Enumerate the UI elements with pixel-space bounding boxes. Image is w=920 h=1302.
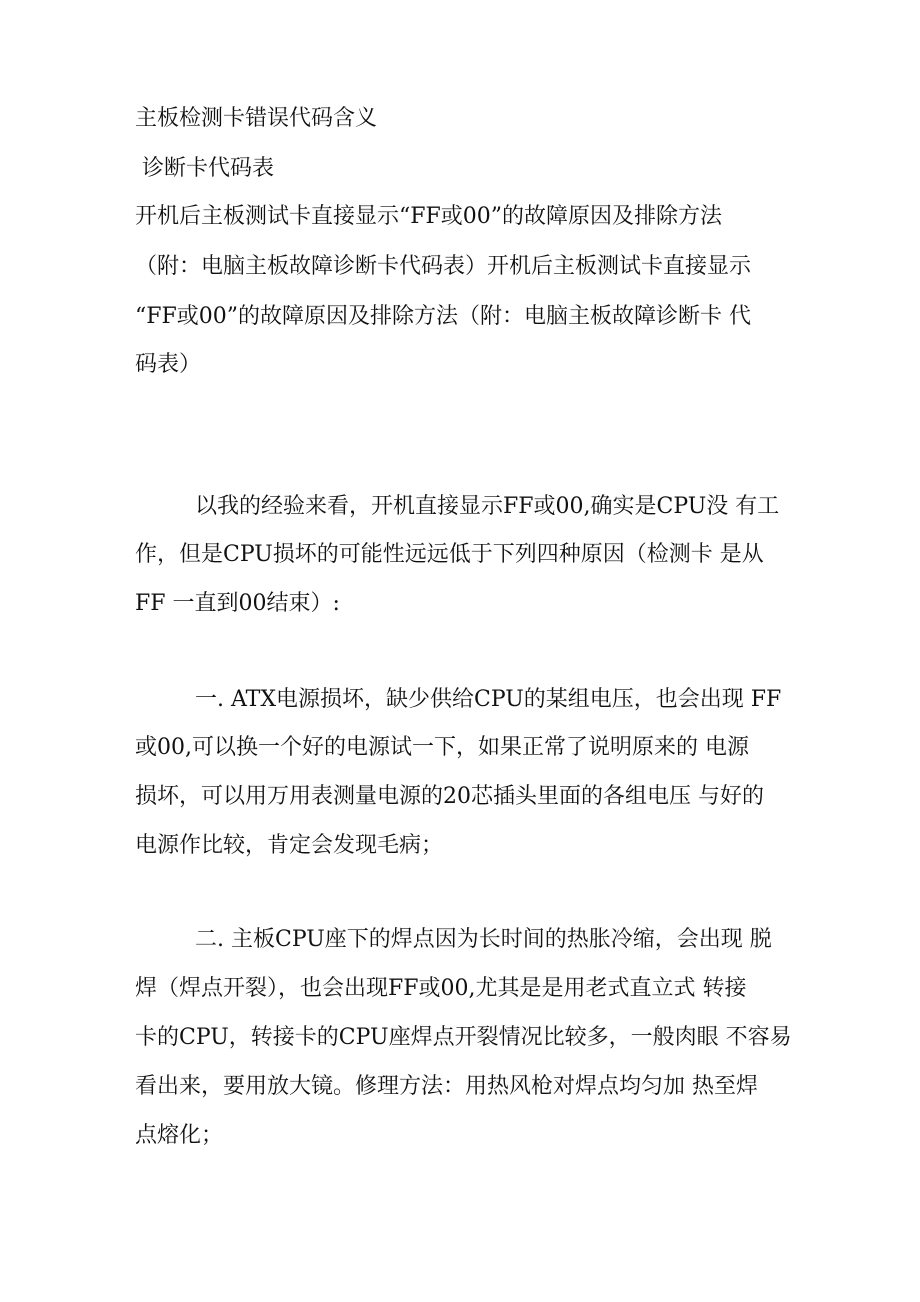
header-line: 开机后主板测试卡直接显示“FF或00”的故障原因及排除方法 [135,204,723,229]
paragraph-line: 一. ATX电源损坏，缺少供给CPU的某组电压，也会出现 FF [195,687,782,712]
paragraph-line: 损坏，可以用万用表测量电源的20芯插头里面的各组电压 与好的 [135,784,764,809]
header-line: （附：电脑主板故障诊断卡代码表）开机后主板测试卡直接显示 [135,254,752,279]
header-line: 码表） [135,352,202,377]
document-title: 主板检测卡错误代码含义 [135,106,378,131]
paragraph-line: 看出来，要用放大镜。修理方法：用热风枪对焊点均匀加 热至焊 [135,1074,758,1099]
paragraph-line: FF 一直到00结束）: [135,591,340,616]
paragraph-line: 焊（焊点开裂），也会出现FF或00,尤其是是用老式直立式 转接 [135,976,747,1001]
paragraph-line: 或00,可以换一个好的电源试一下，如果正常了说明原来的 电源 [135,735,749,760]
paragraph-line: 二. 主板CPU座下的焊点因为长时间的热胀冷缩，会出现 脱 [195,927,772,952]
document-subtitle: 诊断卡代码表 [135,156,274,181]
paragraph-line: 卡的CPU，转接卡的CPU座焊点开裂情况比较多，一般肉眼 不容易 [135,1025,792,1050]
paragraph-line: 作，但是CPU损坏的可能性远远低于下列四种原因（检测卡 是从 [135,542,764,567]
header-line: “FF或00”的故障原因及排除方法（附：电脑主板故障诊断卡 代 [135,304,752,329]
paragraph-line: 点熔化； [135,1123,224,1148]
paragraph-line: 以我的经验来看，开机直接显示FF或00,确实是CPU没 有工 [195,494,780,519]
paragraph-line: 电源作比较，肯定会发现毛病； [135,833,444,858]
